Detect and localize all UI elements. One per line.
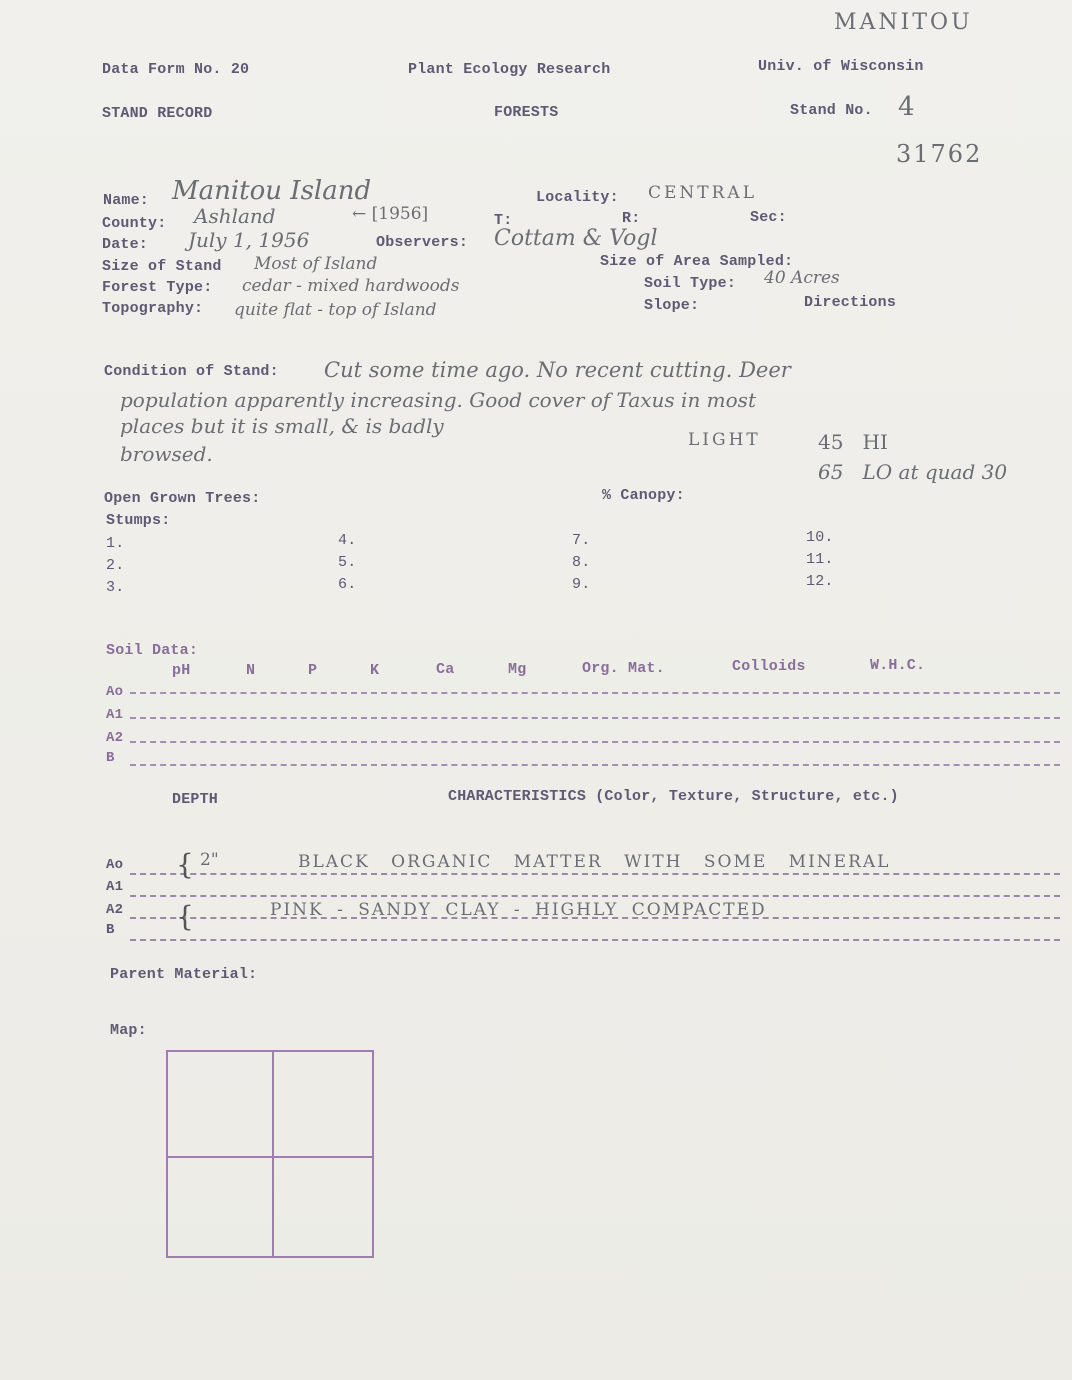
size-of-stand-value: Most of Island xyxy=(254,254,378,274)
stump-11: 11. xyxy=(806,551,834,568)
topography-value: quite flat - top of Island xyxy=(234,300,437,320)
stump-8: 8. xyxy=(572,554,591,571)
soil-line-a1 xyxy=(130,717,1060,719)
stand-number-label: Stand No. xyxy=(790,102,873,119)
description-ao: BLACK ORGANIC MATTER WITH SOME MINERAL xyxy=(298,852,891,872)
map-grid xyxy=(166,1050,374,1258)
forests-title: FORESTS xyxy=(494,104,559,121)
directions-label: Directions xyxy=(804,294,897,311)
soil-row-b: B xyxy=(106,750,115,766)
soil-col-mg: Mg xyxy=(508,661,527,678)
stump-2: 2. xyxy=(106,557,125,574)
soil-col-whc: W.H.C. xyxy=(870,657,926,674)
stump-1: 1. xyxy=(106,535,125,552)
soil-line-a2 xyxy=(130,741,1060,743)
soil-col-k: K xyxy=(370,662,380,679)
county-label: County: xyxy=(102,215,167,232)
stump-9: 9. xyxy=(572,576,591,593)
research-title: Plant Ecology Research xyxy=(408,61,611,78)
soil-col-colloids: Colloids xyxy=(732,658,806,675)
condition-line-3: places but it is small, & is badly xyxy=(120,414,444,438)
condition-line-1: Cut some time ago. No recent cutting. Deer xyxy=(324,358,791,382)
soil-line-b xyxy=(130,764,1060,766)
stump-6: 6. xyxy=(338,576,357,593)
soil-col-ca: Ca xyxy=(436,661,455,678)
soil-type-label: Soil Type: xyxy=(644,275,737,292)
soil-col-n: N xyxy=(246,662,256,679)
depth-value: 2" xyxy=(200,850,219,870)
slope-label: Slope: xyxy=(644,297,700,314)
profile-row-a1: A1 xyxy=(106,879,124,895)
profile-row-ao: Ao xyxy=(106,857,124,873)
forest-type-value: cedar - mixed hardwoods xyxy=(242,276,460,296)
parent-material-label: Parent Material: xyxy=(110,966,258,983)
stand-record-title: STAND RECORD xyxy=(102,105,213,122)
university: Univ. of Wisconsin xyxy=(758,58,924,75)
canopy-label: % Canopy: xyxy=(602,487,685,504)
catalog-number: 31762 xyxy=(896,140,983,168)
size-of-area-label: Size of Area Sampled: xyxy=(600,253,794,270)
light-hi: 45 HI xyxy=(818,430,888,454)
topography-label: Topography: xyxy=(102,300,204,317)
condition-line-2: population apparently increasing. Good cover of Taxus in most xyxy=(120,388,756,412)
township-label: T: xyxy=(494,212,513,229)
stump-12: 12. xyxy=(806,573,834,590)
condition-label: Condition of Stand: xyxy=(104,363,279,380)
soil-row-ao: Ao xyxy=(106,684,124,700)
map-label: Map: xyxy=(110,1022,147,1039)
soil-col-p: P xyxy=(308,662,318,679)
soil-row-a2: A2 xyxy=(106,730,124,746)
light-label: LIGHT xyxy=(688,430,761,450)
observers-value: Cottam & Vogl xyxy=(494,226,658,251)
profile-row-b: B xyxy=(106,922,115,938)
manitou-annotation: MANITOU xyxy=(834,10,973,35)
map-horizontal-divider xyxy=(168,1156,372,1158)
year-note-text: [1956] xyxy=(371,204,429,224)
profile-row-a2: A2 xyxy=(106,902,124,918)
locality-label: Locality: xyxy=(536,189,619,206)
year-note: ← [1956] xyxy=(352,204,429,224)
county-value: Ashland xyxy=(194,204,276,228)
profile-line-b xyxy=(130,939,1060,941)
stump-4: 4. xyxy=(338,532,357,549)
brace-upper: { xyxy=(176,848,194,881)
brace-lower: { xyxy=(176,900,194,933)
locality-value: CENTRAL xyxy=(648,183,757,203)
observers-label: Observers: xyxy=(376,234,469,251)
date-label: Date: xyxy=(102,236,149,253)
soil-type-value: 40 Acres xyxy=(764,268,840,288)
characteristics-label: CHARACTERISTICS (Color, Texture, Structure, etc.) xyxy=(448,788,899,805)
name-value: Manitou Island xyxy=(172,176,372,206)
stand-number-value: 4 xyxy=(898,92,915,122)
condition-line-4: browsed. xyxy=(120,442,213,466)
stump-5: 5. xyxy=(338,554,357,571)
stump-7: 7. xyxy=(572,532,591,549)
stumps-label: Stumps: xyxy=(106,512,171,529)
profile-line-ao xyxy=(130,873,1060,875)
stump-3: 3. xyxy=(106,579,125,596)
section-label: Sec: xyxy=(750,209,787,226)
stump-10: 10. xyxy=(806,529,834,546)
soil-col-ph: pH xyxy=(172,662,191,679)
description-a2: PINK - SANDY CLAY - HIGHLY COMPACTED xyxy=(270,900,767,920)
profile-line-a1 xyxy=(130,895,1060,897)
size-of-stand-label: Size of Stand xyxy=(102,258,222,275)
open-grown-trees-label: Open Grown Trees: xyxy=(104,490,261,507)
range-label: R: xyxy=(622,210,641,227)
form-number: Data Form No. 20 xyxy=(102,61,250,78)
soil-row-a1: A1 xyxy=(106,707,124,723)
soil-line-ao xyxy=(130,692,1060,694)
forest-type-label: Forest Type: xyxy=(102,279,213,296)
depth-label: DEPTH xyxy=(172,791,219,808)
name-label: Name: xyxy=(103,192,150,209)
soil-data-label: Soil Data: xyxy=(106,642,199,659)
light-lo: 65 LO at quad 30 xyxy=(818,460,1008,484)
soil-col-org-mat: Org. Mat. xyxy=(582,660,665,677)
map-vertical-divider xyxy=(272,1052,274,1256)
date-value: July 1, 1956 xyxy=(188,228,310,252)
